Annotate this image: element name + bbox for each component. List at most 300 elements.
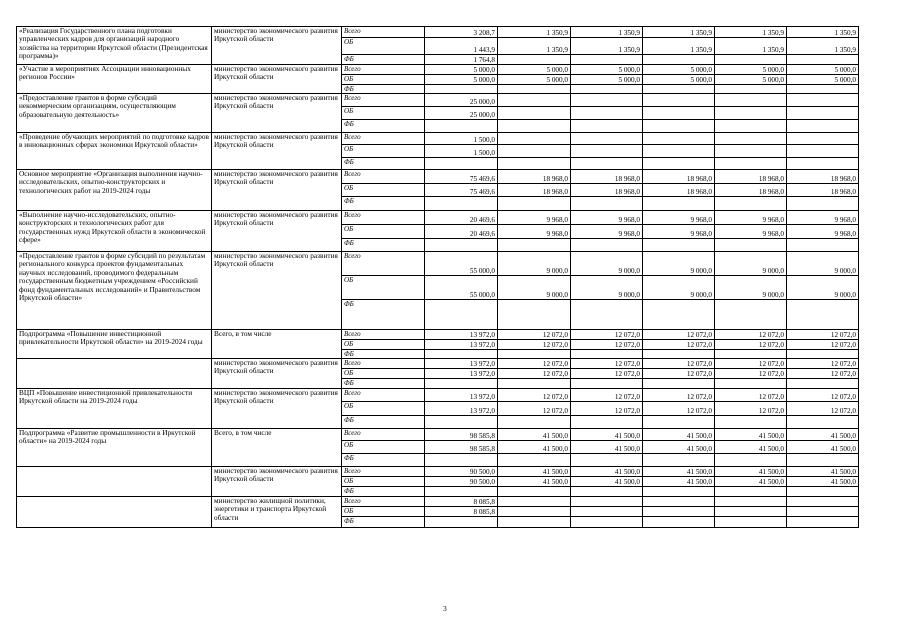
measure-name-cell: «Участие в мероприятиях Ассоциации инновационных регионов России» bbox=[17, 65, 212, 94]
amount-cell bbox=[425, 487, 498, 497]
amount-cell bbox=[643, 239, 715, 252]
amount-cell: 1 350,9 bbox=[787, 38, 859, 55]
funding-source-cell: ОБ bbox=[342, 369, 425, 379]
amount-cell bbox=[571, 379, 643, 389]
measure-name-cell: «Предоставление грантов в форме субсидий некоммерческим организациям, осуществляющим образовательную деятельность» bbox=[17, 94, 212, 133]
amount-cell bbox=[498, 517, 571, 528]
funding-source-cell: ОБ bbox=[342, 145, 425, 158]
amount-cell: 18 968,0 bbox=[715, 170, 787, 184]
amount-cell bbox=[643, 517, 715, 528]
funding-source-cell: Всего bbox=[342, 170, 425, 184]
amount-cell bbox=[643, 487, 715, 497]
amount-cell bbox=[571, 507, 643, 517]
amount-cell bbox=[425, 454, 498, 467]
measure-name-cell bbox=[17, 497, 212, 528]
amount-cell bbox=[643, 197, 715, 211]
funding-source-cell: ОБ bbox=[342, 75, 425, 85]
amount-cell bbox=[787, 454, 859, 467]
amount-cell: 12 072,0 bbox=[571, 389, 643, 402]
amount-cell: 9 000,0 bbox=[643, 252, 715, 276]
amount-cell: 12 072,0 bbox=[787, 389, 859, 402]
amount-cell bbox=[571, 94, 643, 107]
amount-cell bbox=[571, 487, 643, 497]
table-row bbox=[17, 133, 859, 145]
amount-cell bbox=[715, 85, 787, 94]
amount-cell bbox=[571, 300, 643, 330]
amount-cell: 9 968,0 bbox=[787, 225, 859, 239]
amount-cell: 5 000,0 bbox=[643, 75, 715, 85]
amount-cell bbox=[498, 197, 571, 211]
amount-cell bbox=[643, 145, 715, 158]
funding-source-cell: ФБ bbox=[342, 517, 425, 528]
amount-cell bbox=[643, 416, 715, 429]
funding-source-cell: ОБ bbox=[342, 184, 425, 197]
table-row bbox=[17, 497, 859, 507]
measure-name-cell: ВЦП «Повышение инвестиционной привлекательности Иркутской области на 2019-2024 годы bbox=[17, 389, 212, 429]
amount-cell: 9 968,0 bbox=[787, 211, 859, 225]
amount-cell bbox=[498, 239, 571, 252]
amount-cell: 41 500,0 bbox=[715, 429, 787, 441]
table-row bbox=[17, 65, 859, 75]
amount-cell bbox=[787, 239, 859, 252]
amount-cell: 41 500,0 bbox=[787, 477, 859, 487]
amount-cell bbox=[425, 350, 498, 359]
amount-cell bbox=[715, 158, 787, 170]
amount-cell: 9 000,0 bbox=[787, 276, 859, 300]
executor-cell: министерство экономического развития Иркутской области bbox=[212, 359, 342, 389]
amount-cell bbox=[498, 133, 571, 145]
amount-cell: 41 500,0 bbox=[643, 441, 715, 454]
amount-cell bbox=[498, 497, 571, 507]
measure-name-cell bbox=[17, 467, 212, 497]
funding-source-cell: ОБ bbox=[342, 38, 425, 55]
amount-cell: 12 072,0 bbox=[715, 340, 787, 350]
amount-cell: 5 000,0 bbox=[498, 65, 571, 75]
amount-cell bbox=[715, 197, 787, 211]
amount-cell bbox=[643, 454, 715, 467]
amount-cell: 75 469,6 bbox=[425, 184, 498, 197]
amount-cell bbox=[715, 487, 787, 497]
amount-cell bbox=[715, 379, 787, 389]
amount-cell: 41 500,0 bbox=[715, 477, 787, 487]
amount-cell: 9 968,0 bbox=[498, 211, 571, 225]
amount-cell: 1 764,8 bbox=[425, 55, 498, 65]
amount-cell: 5 000,0 bbox=[425, 65, 498, 75]
executor-cell: министерство экономического развития Иркутской области bbox=[212, 94, 342, 133]
amount-cell: 12 072,0 bbox=[787, 340, 859, 350]
amount-cell bbox=[425, 416, 498, 429]
funding-source-cell: ФБ bbox=[342, 239, 425, 252]
amount-cell bbox=[715, 107, 787, 120]
amount-cell: 90 500,0 bbox=[425, 467, 498, 477]
amount-cell: 5 000,0 bbox=[787, 65, 859, 75]
table-row bbox=[17, 27, 859, 38]
amount-cell: 9 000,0 bbox=[715, 252, 787, 276]
amount-cell: 12 072,0 bbox=[787, 402, 859, 416]
amount-cell bbox=[643, 94, 715, 107]
amount-cell: 13 972,0 bbox=[425, 340, 498, 350]
page-number: 3 bbox=[443, 604, 447, 613]
amount-cell bbox=[787, 197, 859, 211]
amount-cell bbox=[787, 133, 859, 145]
amount-cell: 12 072,0 bbox=[715, 369, 787, 379]
amount-cell: 5 000,0 bbox=[643, 65, 715, 75]
amount-cell: 18 968,0 bbox=[643, 184, 715, 197]
amount-cell: 9 968,0 bbox=[571, 211, 643, 225]
funding-source-cell: ОБ bbox=[342, 441, 425, 454]
amount-cell: 18 968,0 bbox=[643, 170, 715, 184]
amount-cell bbox=[425, 197, 498, 211]
funding-source-cell: Всего bbox=[342, 497, 425, 507]
amount-cell: 9 968,0 bbox=[715, 211, 787, 225]
funding-source-cell: ФБ bbox=[342, 454, 425, 467]
funding-source-cell: Всего bbox=[342, 467, 425, 477]
amount-cell bbox=[643, 85, 715, 94]
amount-cell: 1 350,9 bbox=[643, 38, 715, 55]
amount-cell bbox=[715, 350, 787, 359]
table-row bbox=[17, 467, 859, 477]
amount-cell bbox=[571, 497, 643, 507]
amount-cell: 5 000,0 bbox=[425, 75, 498, 85]
amount-cell: 98 585,8 bbox=[425, 429, 498, 441]
amount-cell bbox=[715, 145, 787, 158]
amount-cell: 13 972,0 bbox=[425, 330, 498, 340]
amount-cell: 12 072,0 bbox=[643, 330, 715, 340]
amount-cell bbox=[571, 350, 643, 359]
amount-cell bbox=[643, 158, 715, 170]
amount-cell: 1 350,9 bbox=[571, 38, 643, 55]
table-row bbox=[17, 389, 859, 402]
amount-cell: 12 072,0 bbox=[571, 340, 643, 350]
measure-name-cell: Подпрограмма «Повышение инвестиционной привлекательности Иркутской области» на 2019-2024 годы bbox=[17, 330, 212, 359]
funding-source-cell: ОБ bbox=[342, 340, 425, 350]
amount-cell: 41 500,0 bbox=[715, 467, 787, 477]
amount-cell bbox=[498, 454, 571, 467]
amount-cell bbox=[643, 133, 715, 145]
amount-cell: 41 500,0 bbox=[715, 441, 787, 454]
amount-cell: 5 000,0 bbox=[571, 65, 643, 75]
amount-cell: 41 500,0 bbox=[643, 429, 715, 441]
funding-source-cell: Всего bbox=[342, 429, 425, 441]
amount-cell: 41 500,0 bbox=[498, 429, 571, 441]
amount-cell bbox=[571, 85, 643, 94]
amount-cell bbox=[571, 158, 643, 170]
executor-cell: министерство экономического развития Иркутской области bbox=[212, 467, 342, 497]
executor-cell: министерство экономического развития Иркутской области bbox=[212, 170, 342, 211]
amount-cell bbox=[498, 145, 571, 158]
amount-cell: 12 072,0 bbox=[571, 402, 643, 416]
amount-cell bbox=[643, 300, 715, 330]
measure-name-cell: «Реализация Государственного плана подготовки управленческих кадров для организаций народного хозяйства на территории Иркутской области (Президентская программа)» bbox=[17, 27, 212, 65]
amount-cell: 12 072,0 bbox=[715, 402, 787, 416]
funding-source-cell: Всего bbox=[342, 133, 425, 145]
amount-cell: 12 072,0 bbox=[498, 340, 571, 350]
funding-source-cell: ФБ bbox=[342, 55, 425, 65]
amount-cell: 9 000,0 bbox=[715, 276, 787, 300]
amount-cell: 12 072,0 bbox=[498, 402, 571, 416]
amount-cell bbox=[643, 120, 715, 133]
amount-cell bbox=[643, 55, 715, 65]
funding-source-cell: Всего bbox=[342, 252, 425, 276]
executor-cell: министерство экономического развития Иркутской области bbox=[212, 133, 342, 170]
amount-cell: 41 500,0 bbox=[571, 477, 643, 487]
amount-cell bbox=[715, 300, 787, 330]
amount-cell: 12 072,0 bbox=[498, 330, 571, 340]
amount-cell: 9 000,0 bbox=[571, 276, 643, 300]
amount-cell bbox=[715, 517, 787, 528]
funding-source-cell: ОБ bbox=[342, 225, 425, 239]
funding-source-cell: ФБ bbox=[342, 120, 425, 133]
amount-cell bbox=[498, 158, 571, 170]
amount-cell: 9 968,0 bbox=[498, 225, 571, 239]
funding-source-cell: ФБ bbox=[342, 487, 425, 497]
amount-cell: 9 968,0 bbox=[571, 225, 643, 239]
amount-cell: 1 350,9 bbox=[571, 27, 643, 38]
amount-cell: 9 968,0 bbox=[643, 211, 715, 225]
measure-name-cell: Основное мероприятие «Организация выполнения научно-исследовательских, опытно-конструкторских и технологических работ на 2019-2024 годы bbox=[17, 170, 212, 211]
amount-cell: 1 350,9 bbox=[643, 27, 715, 38]
amount-cell: 41 500,0 bbox=[643, 467, 715, 477]
amount-cell bbox=[787, 120, 859, 133]
amount-cell: 9 000,0 bbox=[498, 252, 571, 276]
table-row bbox=[17, 252, 859, 276]
amount-cell: 20 469,6 bbox=[425, 211, 498, 225]
table-row bbox=[17, 429, 859, 441]
amount-cell bbox=[787, 487, 859, 497]
amount-cell: 3 208,7 bbox=[425, 27, 498, 38]
amount-cell bbox=[498, 487, 571, 497]
amount-cell bbox=[498, 507, 571, 517]
amount-cell bbox=[571, 416, 643, 429]
table-row bbox=[17, 359, 859, 369]
amount-cell: 12 072,0 bbox=[643, 389, 715, 402]
amount-cell: 41 500,0 bbox=[498, 467, 571, 477]
amount-cell: 18 968,0 bbox=[715, 184, 787, 197]
amount-cell: 12 072,0 bbox=[643, 340, 715, 350]
amount-cell bbox=[787, 158, 859, 170]
executor-cell: министерство экономического развития Иркутской области bbox=[212, 211, 342, 252]
amount-cell: 1 443,9 bbox=[425, 38, 498, 55]
amount-cell: 41 500,0 bbox=[787, 441, 859, 454]
amount-cell bbox=[498, 300, 571, 330]
amount-cell bbox=[498, 350, 571, 359]
amount-cell bbox=[787, 300, 859, 330]
amount-cell: 25 000,0 bbox=[425, 107, 498, 120]
amount-cell: 18 968,0 bbox=[571, 184, 643, 197]
funding-source-cell: ФБ bbox=[342, 416, 425, 429]
funding-source-cell: Всего bbox=[342, 94, 425, 107]
executor-cell: министерство экономического развития Иркутской области bbox=[212, 65, 342, 94]
amount-cell bbox=[787, 94, 859, 107]
amount-cell bbox=[715, 239, 787, 252]
executor-cell: министерство экономического развития Иркутской области bbox=[212, 389, 342, 429]
amount-cell bbox=[715, 497, 787, 507]
amount-cell: 9 000,0 bbox=[787, 252, 859, 276]
amount-cell: 12 072,0 bbox=[571, 359, 643, 369]
measure-name-cell bbox=[17, 359, 212, 389]
amount-cell: 12 072,0 bbox=[498, 369, 571, 379]
amount-cell bbox=[787, 145, 859, 158]
executor-cell: Всего, в том числе bbox=[212, 330, 342, 359]
amount-cell: 13 972,0 bbox=[425, 402, 498, 416]
amount-cell bbox=[715, 133, 787, 145]
funding-source-cell: Всего bbox=[342, 65, 425, 75]
amount-cell bbox=[425, 239, 498, 252]
amount-cell bbox=[643, 507, 715, 517]
amount-cell: 18 968,0 bbox=[787, 170, 859, 184]
amount-cell bbox=[715, 55, 787, 65]
amount-cell: 12 072,0 bbox=[787, 369, 859, 379]
amount-cell: 75 469,6 bbox=[425, 170, 498, 184]
amount-cell bbox=[571, 145, 643, 158]
amount-cell bbox=[571, 197, 643, 211]
amount-cell bbox=[787, 517, 859, 528]
amount-cell: 12 072,0 bbox=[715, 330, 787, 340]
table-row bbox=[17, 330, 859, 340]
funding-source-cell: ФБ bbox=[342, 197, 425, 211]
funding-source-cell: ОБ bbox=[342, 477, 425, 487]
amount-cell bbox=[571, 120, 643, 133]
amount-cell: 5 000,0 bbox=[715, 65, 787, 75]
funding-source-cell: ФБ bbox=[342, 300, 425, 330]
table-row bbox=[17, 211, 859, 225]
amount-cell bbox=[715, 94, 787, 107]
amount-cell: 12 072,0 bbox=[643, 369, 715, 379]
amount-cell: 1 350,9 bbox=[715, 27, 787, 38]
funding-source-cell: Всего bbox=[342, 27, 425, 38]
amount-cell: 55 000,0 bbox=[425, 252, 498, 276]
amount-cell bbox=[425, 379, 498, 389]
amount-cell bbox=[571, 133, 643, 145]
amount-cell: 90 500,0 bbox=[425, 477, 498, 487]
amount-cell bbox=[498, 416, 571, 429]
amount-cell: 13 972,0 bbox=[425, 369, 498, 379]
amount-cell: 8 085,8 bbox=[425, 497, 498, 507]
amount-cell: 12 072,0 bbox=[787, 330, 859, 340]
amount-cell bbox=[571, 55, 643, 65]
amount-cell bbox=[498, 379, 571, 389]
table-row bbox=[17, 94, 859, 107]
amount-cell bbox=[425, 158, 498, 170]
amount-cell bbox=[787, 379, 859, 389]
amount-cell bbox=[425, 120, 498, 133]
amount-cell bbox=[787, 85, 859, 94]
amount-cell: 12 072,0 bbox=[571, 330, 643, 340]
amount-cell: 5 000,0 bbox=[715, 75, 787, 85]
amount-cell: 41 500,0 bbox=[787, 467, 859, 477]
amount-cell bbox=[425, 517, 498, 528]
executor-cell: министерство экономического развития Иркутской области bbox=[212, 252, 342, 330]
amount-cell bbox=[498, 94, 571, 107]
amount-cell bbox=[571, 517, 643, 528]
amount-cell bbox=[787, 507, 859, 517]
amount-cell bbox=[425, 300, 498, 330]
amount-cell bbox=[643, 107, 715, 120]
amount-cell: 13 972,0 bbox=[425, 389, 498, 402]
amount-cell bbox=[498, 107, 571, 120]
executor-cell: министерство жилищной политики, энергетики и транспорта Иркутской области bbox=[212, 497, 342, 528]
amount-cell: 18 968,0 bbox=[498, 184, 571, 197]
amount-cell bbox=[715, 416, 787, 429]
amount-cell: 12 072,0 bbox=[498, 359, 571, 369]
amount-cell: 5 000,0 bbox=[498, 75, 571, 85]
amount-cell: 12 072,0 bbox=[715, 389, 787, 402]
amount-cell: 41 500,0 bbox=[571, 429, 643, 441]
amount-cell bbox=[787, 55, 859, 65]
funding-source-cell: ОБ bbox=[342, 507, 425, 517]
amount-cell: 12 072,0 bbox=[571, 369, 643, 379]
amount-cell: 1 350,9 bbox=[498, 27, 571, 38]
amount-cell: 5 000,0 bbox=[571, 75, 643, 85]
amount-cell: 1 500,0 bbox=[425, 145, 498, 158]
funding-source-cell: ОБ bbox=[342, 107, 425, 120]
funding-source-cell: Всего bbox=[342, 330, 425, 340]
amount-cell bbox=[787, 350, 859, 359]
amount-cell bbox=[498, 85, 571, 94]
amount-cell: 41 500,0 bbox=[571, 441, 643, 454]
amount-cell: 1 350,9 bbox=[715, 38, 787, 55]
amount-cell bbox=[787, 416, 859, 429]
amount-cell bbox=[715, 507, 787, 517]
funding-source-cell: ФБ bbox=[342, 158, 425, 170]
measure-name-cell: «Проведение обучающих мероприятий по подготовке кадров в инновационных сферах экономики Иркутской области» bbox=[17, 133, 212, 170]
funding-source-cell: Всего bbox=[342, 211, 425, 225]
table-row bbox=[17, 170, 859, 184]
executor-cell: Всего, в том числе bbox=[212, 429, 342, 467]
amount-cell bbox=[425, 85, 498, 94]
amount-cell bbox=[571, 107, 643, 120]
amount-cell bbox=[498, 120, 571, 133]
amount-cell: 1 500,0 bbox=[425, 133, 498, 145]
amount-cell: 41 500,0 bbox=[643, 477, 715, 487]
amount-cell bbox=[571, 454, 643, 467]
funding-source-cell: ФБ bbox=[342, 85, 425, 94]
funding-source-cell: Всего bbox=[342, 389, 425, 402]
amount-cell: 13 972,0 bbox=[425, 359, 498, 369]
amount-cell bbox=[571, 239, 643, 252]
funding-source-cell: ФБ bbox=[342, 350, 425, 359]
amount-cell: 8 085,8 bbox=[425, 507, 498, 517]
funding-source-cell: Всего bbox=[342, 359, 425, 369]
measure-name-cell: Подпрограмма «Развитие промышленности в Иркутской области» на 2019-2024 годы bbox=[17, 429, 212, 467]
amount-cell: 20 469,6 bbox=[425, 225, 498, 239]
amount-cell: 12 072,0 bbox=[715, 359, 787, 369]
amount-cell: 41 500,0 bbox=[571, 467, 643, 477]
amount-cell: 55 000,0 bbox=[425, 276, 498, 300]
amount-cell: 5 000,0 bbox=[787, 75, 859, 85]
amount-cell: 12 072,0 bbox=[643, 402, 715, 416]
amount-cell: 1 350,9 bbox=[787, 27, 859, 38]
amount-cell bbox=[787, 497, 859, 507]
amount-cell: 12 072,0 bbox=[498, 389, 571, 402]
amount-cell: 18 968,0 bbox=[787, 184, 859, 197]
amount-cell bbox=[715, 454, 787, 467]
amount-cell: 12 072,0 bbox=[643, 359, 715, 369]
amount-cell: 18 968,0 bbox=[498, 170, 571, 184]
measure-name-cell: «Предоставление грантов в форме субсидий по результатам регионального конкурса проектов фундаментальных научных исследований, проводимого федеральным государственным бюджетным учреждением «Российский фонд фундаментальных исследований» и Правительством Иркутской области» bbox=[17, 252, 212, 330]
amount-cell bbox=[787, 107, 859, 120]
executor-cell: министерство экономического развития Иркутской области bbox=[212, 27, 342, 65]
funding-source-cell: ОБ bbox=[342, 402, 425, 416]
amount-cell bbox=[643, 350, 715, 359]
amount-cell: 9 968,0 bbox=[715, 225, 787, 239]
funding-source-cell: ОБ bbox=[342, 276, 425, 300]
amount-cell: 41 500,0 bbox=[498, 441, 571, 454]
amount-cell: 9 000,0 bbox=[498, 276, 571, 300]
amount-cell bbox=[643, 379, 715, 389]
amount-cell: 41 500,0 bbox=[787, 429, 859, 441]
budget-table bbox=[16, 26, 859, 528]
